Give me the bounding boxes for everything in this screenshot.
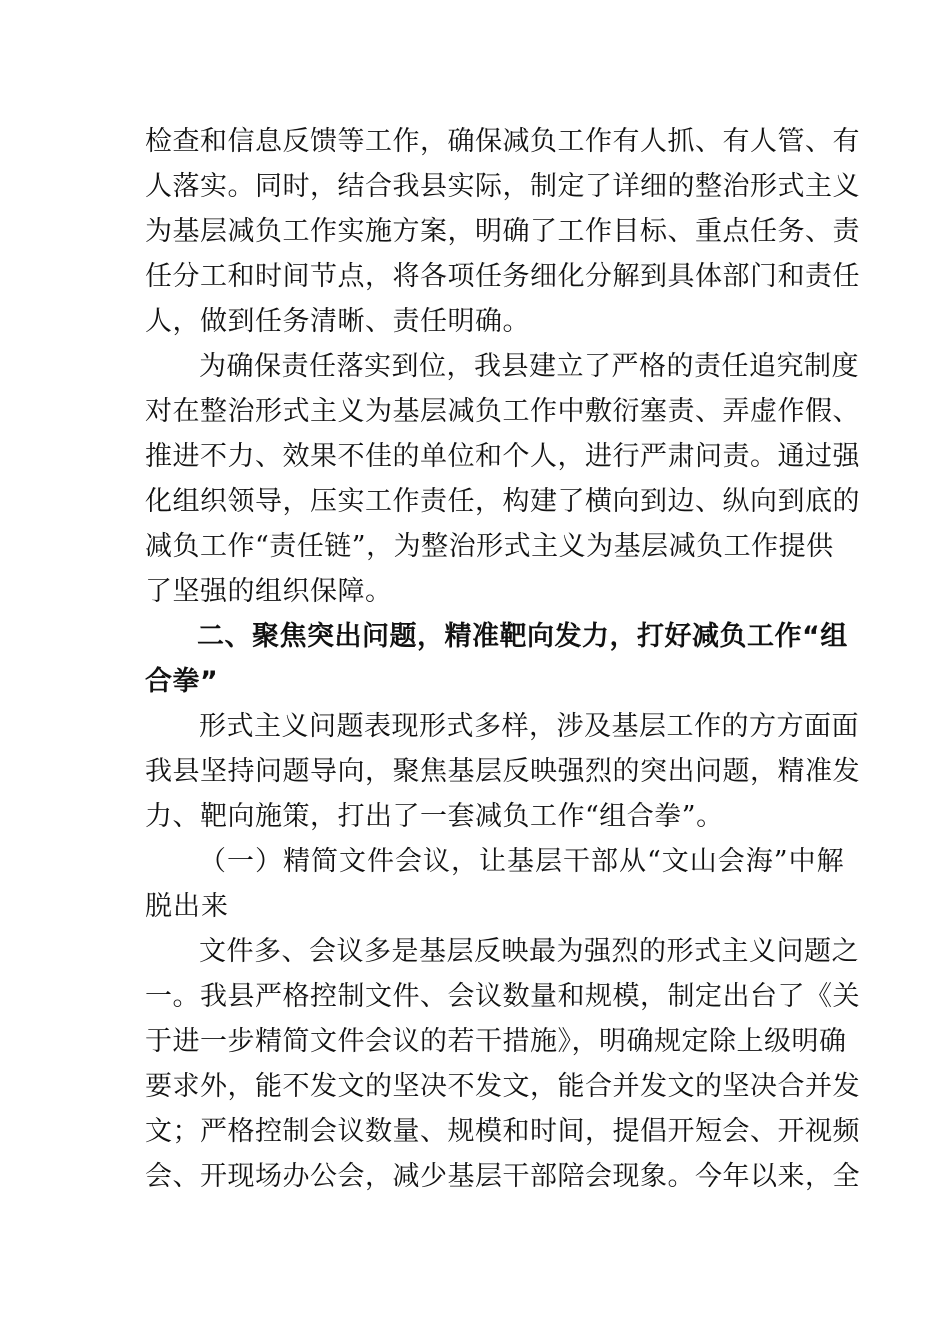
body-text-line: 化组织领导，压实工作责任，构建了横向到边、纵向到底的 <box>145 486 860 517</box>
body-text-line: 为基层减负工作实施方案，明确了工作目标、重点任务、责 <box>145 216 860 247</box>
body-text-line: 了坚强的组织保障。 <box>145 576 393 607</box>
paragraph-first-line: 文件多、会议多是基层反映最为强烈的形式主义问题之 <box>199 936 859 967</box>
body-text-line: 人，做到任务清晰、责任明确。 <box>145 306 530 337</box>
body-text-line: 任分工和时间节点，将各项任务细化分解到具体部门和责任 <box>145 261 860 292</box>
body-text-line: 于进一步精简文件会议的若干措施》，明确规定除上级明确 <box>145 1026 847 1057</box>
body-text-line: 要求外，能不发文的坚决不发文，能合并发文的坚决合并发 <box>145 1071 860 1102</box>
section-heading: 二、聚焦突出问题，精准靶向发力，打好减负工作“组 <box>197 621 848 652</box>
body-text-line: 文；严格控制会议数量、规模和时间，提倡开短会、开视频 <box>145 1116 860 1147</box>
body-text-line: 会、开现场办公会，减少基层干部陪会现象。今年以来，全 <box>145 1161 860 1192</box>
body-text-line: 我县坚持问题导向，聚焦基层反映强烈的突出问题，精准发 <box>145 756 860 787</box>
subsection-heading-continued: 脱出来 <box>145 891 229 922</box>
subsection-heading: （一）精简文件会议，让基层干部从“文山会海”中解 <box>199 846 845 877</box>
body-text-line: 检查和信息反馈等工作，确保减负工作有人抓、有人管、有 <box>145 126 860 157</box>
body-text-line: 对在整治形式主义为基层减负工作中敷衍塞责、弄虚作假、 <box>145 396 860 427</box>
body-text-line: 力、靶向施策，打出了一套减负工作“组合拳”。 <box>145 801 724 832</box>
paragraph-first-line: 为确保责任落实到位，我县建立了严格的责任追究制度 <box>199 351 859 382</box>
body-text-line: 减负工作“责任链”，为整治形式主义为基层减负工作提供 <box>145 531 834 562</box>
body-text-line: 一。我县严格控制文件、会议数量和规模，制定出台了《关 <box>145 981 860 1012</box>
paragraph-first-line: 形式主义问题表现形式多样，涉及基层工作的方方面面 <box>199 711 859 742</box>
body-text-line: 人落实。同时，结合我县实际，制定了详细的整治形式主义 <box>145 171 860 202</box>
section-heading-continued: 合拳” <box>145 666 219 697</box>
body-text-line: 推进不力、效果不佳的单位和个人，进行严肃问责。通过强 <box>145 441 860 472</box>
